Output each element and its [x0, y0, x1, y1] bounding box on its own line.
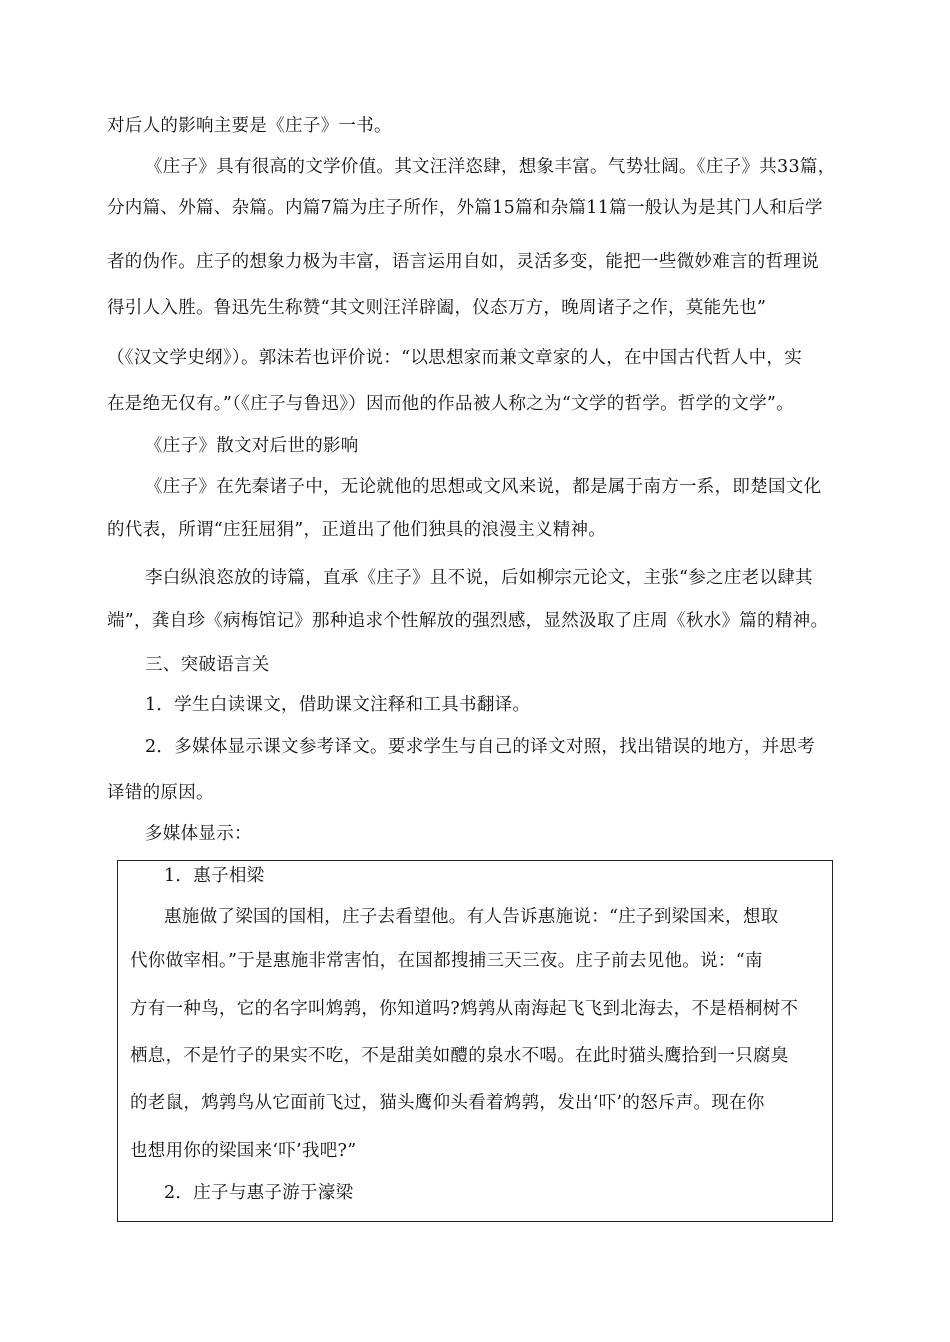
text-line: 译错的原因。	[107, 783, 214, 803]
box-text-line: 惠施做了梁国的国相，庄子去看望他。有人告诉惠施说：“庄子到梁国来，想取	[164, 907, 779, 927]
box-text-line: 方有一种鸟，它的名字叫鸩鹑，你知道吗?鸩鹑从南海起飞飞到北海去，不是梧桐树不	[130, 999, 799, 1019]
box-text-line: 栖息，不是竹子的果实不吃，不是甜美如醴的泉水不喝。在此时猫头鹰拾到一只腐臭	[130, 1046, 789, 1066]
text-line: 在是绝无仅有。”（《庄子与鲁迅》）因而他的作品被人称之为“文学的哲学。哲学的文学”。	[107, 394, 794, 414]
box-heading: 1．惠子相梁	[164, 866, 265, 886]
box-heading: 2．庄子与惠子游于濠梁	[164, 1183, 354, 1203]
text-line: 的代表，所谓“庄狂屈狷”，正道出了他们独具的浪漫主义精神。	[107, 520, 607, 540]
text-line: 《庄子》在先秦诸子中，无论就他的思想或文风来说，都是属于南方一系，即楚国文化	[145, 477, 822, 497]
text-line: 对后人的影响主要是《庄子》一书。	[107, 116, 392, 136]
text-line: 者的伪作。庄子的想象力极为丰富，语言运用自如，灵活多变，能把一些微妙难言的哲理说	[107, 252, 819, 272]
box-text-line: 的老鼠，鸩鹑鸟从它面前飞过，猫头鹰仰头看着鸩鹑，发出‘吓’的怒斥声。现在你	[130, 1093, 765, 1113]
list-item: 2．多媒体显示课文参考译文。要求学生与自己的译文对照，找出错误的地方，并思考	[145, 737, 816, 757]
section-heading: 三、突破语言关	[145, 655, 270, 675]
text-line: 李白纵浪恣放的诗篇，直承《庄子》且不说，后如柳宗元论文，主张“参之庄老以肆其	[145, 568, 813, 588]
text-line: 得引人入胜。鲁迅先生称赞“其文则汪洋辟阖，仪态万方，晚周诸子之作，莫能先也”	[107, 298, 767, 318]
text-line: 分内篇、外篇、杂篇。内篇7篇为庄子所作，外篇15篇和杂篇11篇一般认为是其门人和后学	[107, 198, 823, 218]
box-text-line: 也想用你的梁国来‘吓’我吧?”	[130, 1141, 357, 1161]
list-item: 1．学生白读课文，借助课文注释和工具书翻译。	[145, 695, 531, 715]
text-line: 《庄子》具有很高的文学价值。其文汪洋恣肆，想象丰富。气势壮阔。《庄子》共33篇，	[145, 157, 836, 177]
section-heading: 《庄子》散文对后世的影响	[145, 436, 359, 456]
text-line: 端”，龚自珍《病梅馆记》那种追求个性解放的强烈感，显然汲取了庄周《秋水》篇的精神。	[107, 611, 829, 631]
translation-box	[117, 860, 833, 1222]
text-line: （《汉文学史纲》）。郭沫若也评价说：“以思想家而兼文章家的人，在中国古代哲人中，实	[107, 348, 802, 368]
box-text-line: 代你做宰相。”于是惠施非常害怕，在国都搜捕三天三夜。庄子前去见他。说：“南	[130, 951, 763, 971]
text-line: 多媒体显示：	[145, 824, 252, 844]
